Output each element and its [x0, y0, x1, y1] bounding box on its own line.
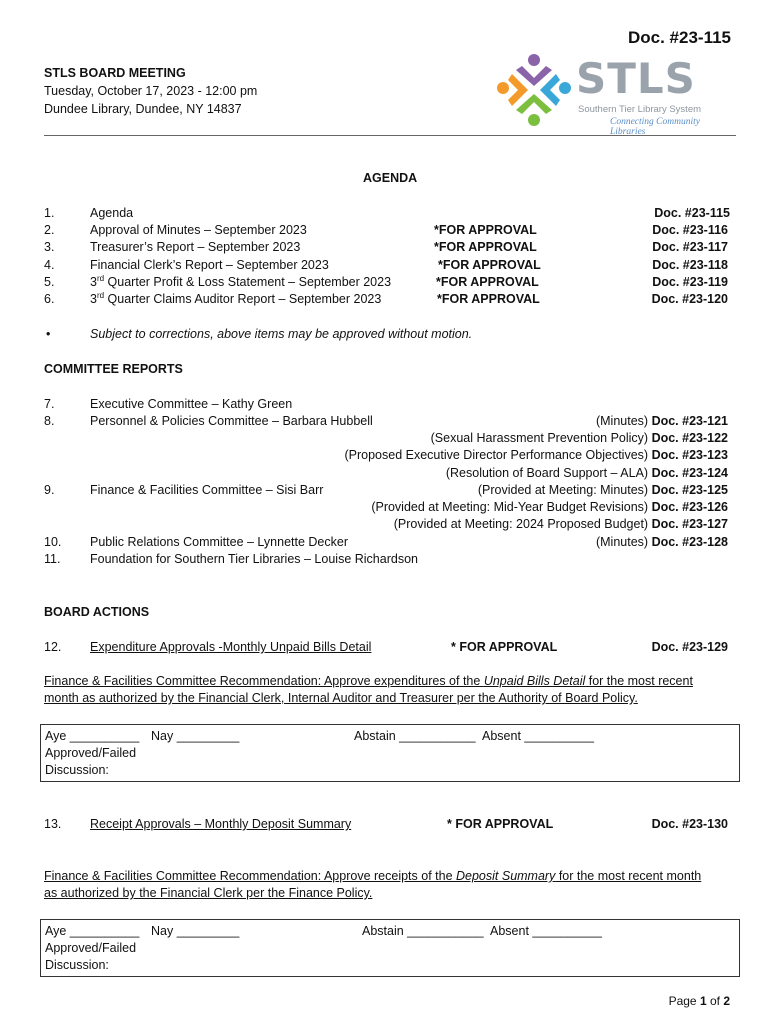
aye-field[interactable]: Aye __________: [45, 924, 140, 938]
committee-doc: (Sexual Harassment Prevention Policy) Doc. #23-122: [430, 431, 728, 445]
item-text: Agenda: [90, 206, 134, 220]
logo-people-icon: [494, 52, 574, 128]
item-text: Personnel & Policies Committee – Barbara Hubbell: [90, 414, 373, 428]
nay-field[interactable]: Nay _________: [151, 729, 240, 743]
action-recommendation: Finance & Facilities Committee Recommendation: Approve expenditures of the Unpaid Bills Detail for the most recent: [44, 674, 693, 688]
item-doc: Doc. #23-119: [652, 275, 728, 289]
doc-number: Doc. #23-115: [627, 28, 731, 47]
committee-doc: (Resolution of Board Support – ALA) Doc. #23-124: [445, 466, 728, 480]
item-ordinal: 3: [90, 275, 97, 289]
item-number: 3.: [44, 240, 55, 254]
item-number: 4.: [44, 258, 55, 272]
logo-org-name: Southern Tier Library System: [578, 104, 702, 115]
committee-doc: (Proposed Executive Director Performance Objectives) Doc. #23-123: [344, 448, 728, 462]
approved-failed-label: Approved/Failed: [45, 941, 137, 955]
item-text: Approval of Minutes – September 2023: [90, 223, 307, 237]
item-number: 11.: [44, 552, 61, 566]
vote-box: [40, 724, 740, 782]
nay-field[interactable]: Nay _________: [151, 924, 240, 938]
item-ordinal: 3: [90, 292, 97, 306]
abstain-field[interactable]: Abstain ___________: [354, 729, 476, 743]
bullet-note: Subject to corrections, above items may be approved without motion.: [90, 327, 473, 341]
action-number: 12.: [44, 640, 62, 654]
item-number: 2.: [44, 223, 55, 237]
page-number: Page 1 of 2: [668, 994, 730, 1008]
bullet-icon: •: [46, 327, 51, 341]
item-doc: Doc. #23-118: [652, 258, 728, 272]
item-text: Financial Clerk’s Report – September 2023: [90, 258, 329, 272]
discussion-label: Discussion:: [45, 958, 109, 972]
item-doc: Doc. #23-115: [654, 206, 730, 220]
item-number: 5.: [44, 275, 55, 289]
discussion-label: Discussion:: [45, 763, 109, 777]
approved-failed-label: Approved/Failed: [45, 746, 137, 760]
item-doc: Doc. #23-117: [652, 240, 728, 254]
item-number: 8.: [44, 414, 55, 428]
item-ordinal-suffix: rd: [96, 290, 105, 300]
item-status: *FOR APPROVAL: [438, 258, 541, 272]
item-text: Finance & Facilities Committee – Sisi Barr: [90, 483, 324, 497]
item-number: 1.: [44, 206, 55, 220]
item-status: *FOR APPROVAL: [437, 292, 540, 306]
vote-box: [40, 919, 740, 977]
action-title: Expenditure Approvals -Monthly Unpaid Bills Detail: [90, 640, 372, 654]
absent-field[interactable]: Absent __________: [482, 729, 594, 743]
action-number: 13.: [44, 817, 62, 831]
item-number: 7.: [44, 397, 55, 411]
action-status: * FOR APPROVAL: [451, 640, 558, 654]
action-recommendation-line2: month as authorized by the Financial Clerk, Internal Auditor and Treasurer per the Authority of Board Policy.: [44, 691, 638, 705]
committee-doc: (Minutes) Doc. #23-128: [595, 535, 728, 549]
item-ordinal-suffix: rd: [96, 273, 105, 283]
item-status: *FOR APPROVAL: [434, 240, 537, 254]
item-doc: Doc. #23-116: [652, 223, 728, 237]
action-doc: Doc. #23-129: [651, 640, 728, 654]
item-number: 9.: [44, 483, 55, 497]
item-doc: Doc. #23-120: [651, 292, 728, 306]
item-status: *FOR APPROVAL: [436, 275, 539, 289]
stls-logo: [494, 52, 734, 137]
item-status: *FOR APPROVAL: [434, 223, 537, 237]
logo-wordmark: STLS: [576, 54, 696, 103]
action-doc: Doc. #23-130: [651, 817, 728, 831]
action-recommendation: Finance & Facilities Committee Recommendation: Approve receipts of the Deposit Summary for the most recent month: [44, 869, 702, 883]
committee-doc: (Minutes) Doc. #23-121: [595, 414, 728, 428]
logo-tagline: Connecting Community Libraries: [610, 117, 700, 137]
item-text: Public Relations Committee – Lynnette Decker: [90, 535, 348, 549]
action-status: * FOR APPROVAL: [447, 817, 554, 831]
item-number: 10.: [44, 535, 62, 549]
item-text: Foundation for Southern Tier Libraries – Louise Richardson: [90, 552, 418, 566]
aye-field[interactable]: Aye __________: [45, 729, 140, 743]
committee-doc: (Provided at Meeting: Minutes) Doc. #23-125: [477, 483, 728, 497]
meeting-location: Dundee Library, Dundee, NY 14837: [44, 102, 242, 116]
abstain-field[interactable]: Abstain ___________: [362, 924, 484, 938]
committee-doc: (Provided at Meeting: 2024 Proposed Budget) Doc. #23-127: [393, 517, 728, 531]
meeting-title: STLS BOARD MEETING: [44, 66, 186, 80]
committee-doc: (Provided at Meeting: Mid-Year Budget Revisions) Doc. #23-126: [371, 500, 728, 514]
committee-heading: COMMITTEE REPORTS: [44, 362, 183, 376]
header-divider: [44, 135, 736, 136]
board-actions-heading: BOARD ACTIONS: [44, 605, 150, 619]
item-text: Treasurer’s Report – September 2023: [90, 240, 301, 254]
absent-field[interactable]: Absent __________: [490, 924, 602, 938]
item-text: Quarter Profit & Loss Statement – September 2023: [104, 275, 392, 289]
item-number: 6.: [44, 292, 55, 306]
item-text: Executive Committee – Kathy Green: [90, 397, 293, 411]
item-text: Quarter Claims Auditor Report – September 2023: [104, 292, 382, 306]
action-recommendation-line2: as authorized by the Financial Clerk per the Finance Policy.: [44, 886, 373, 900]
agenda-heading: AGENDA: [363, 171, 418, 185]
meeting-date: Tuesday, October 17, 2023 - 12:00 pm: [44, 84, 258, 98]
action-title: Receipt Approvals – Monthly Deposit Summary: [90, 817, 352, 831]
